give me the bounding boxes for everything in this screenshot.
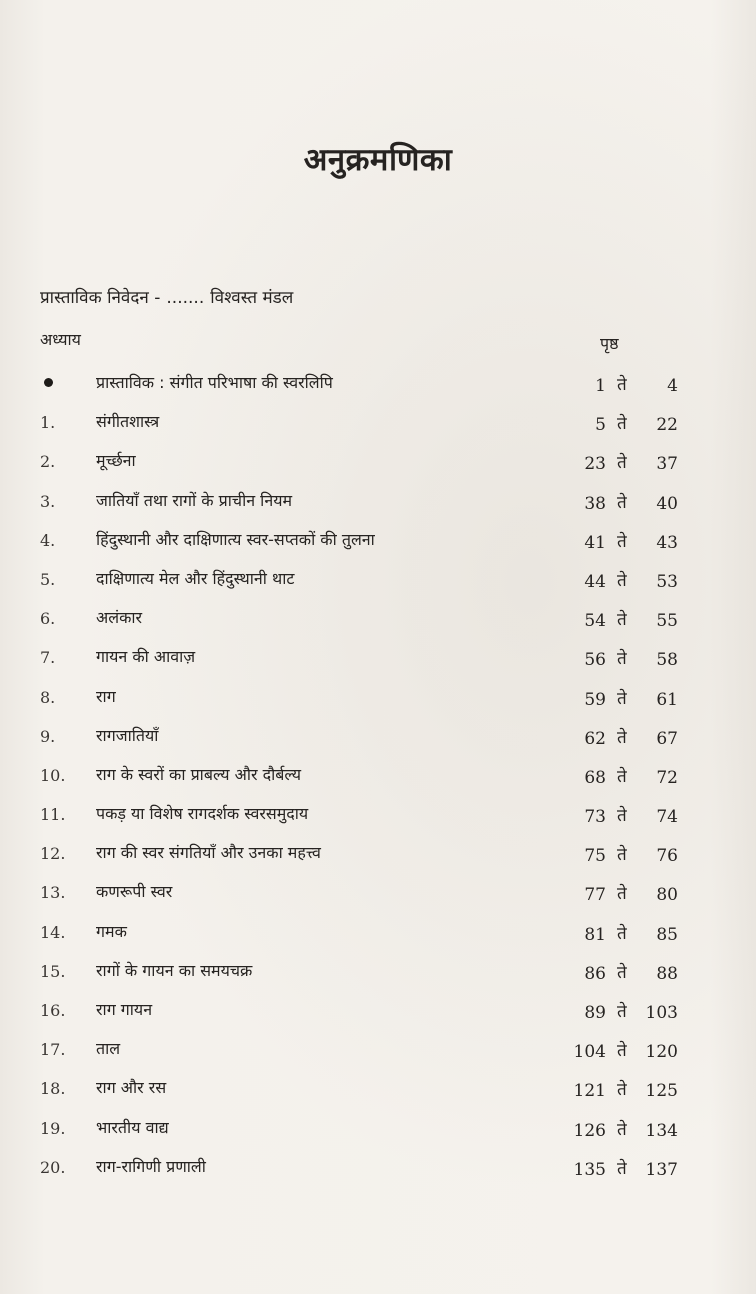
page-range-separator: ते [617,453,627,474]
page-end: 53 [656,571,678,592]
page-range-separator: ते [617,531,627,552]
toc-entry [0,995,756,1034]
page-end: 55 [656,611,678,632]
page-end: 85 [656,924,678,945]
page-end: 40 [656,493,678,514]
page-start: 5 [595,415,606,436]
page-end: 88 [656,963,678,984]
preface-label: प्रास्ताविक निवेदन - [40,288,161,308]
chapter-title: गमक [96,921,127,941]
chapter-number: 12. [40,844,66,864]
chapter-number: 14. [40,922,66,942]
toc-entry [0,956,756,995]
page-range-separator: ते [617,727,627,748]
page-end: 80 [656,885,678,906]
chapter-number: 6. [40,609,56,629]
chapter-number: 4. [40,530,56,550]
toc-entry [0,1113,756,1152]
page-range-separator: ते [617,375,627,395]
chapter-number: 18. [40,1079,66,1099]
page-start: 1 [595,376,606,396]
chapter-title: प्रास्ताविक : संगीत परिभाषा की स्वरलिपि [96,373,333,392]
page-start: 68 [584,767,606,788]
page-range-separator: ते [617,610,627,631]
page-start: 44 [584,571,606,592]
page-end: 103 [645,1003,678,1023]
chapter-title: पकड़ या विशेष रागदर्शक स्वरसमुदाय [96,804,309,824]
page-range-separator: ते [617,492,627,513]
chapter-title: मूर्च्छना [96,451,136,471]
toc-entry [0,721,756,760]
page-range-separator: ते [617,1119,627,1140]
chapter-title: रागों के गायन का समयचक्र [96,960,253,980]
page-start: 126 [573,1120,606,1141]
page-range-separator: ते [617,884,627,905]
chapter-title: जातियाँ तथा रागों के प्राचीन नियम [96,490,293,510]
page-range-separator: ते [617,1158,627,1179]
page-start: 54 [584,611,606,632]
page-start: 104 [573,1042,606,1063]
page-end: 72 [656,767,678,788]
chapter-number: 1. [40,413,56,433]
toc-entry [0,446,756,485]
page-end: 137 [645,1159,678,1180]
chapter-column-header: अध्याय [40,330,81,349]
toc-entry [0,603,756,642]
page-range-separator: ते [617,1041,627,1062]
toc-entry [0,682,756,721]
chapter-number: 3. [40,491,56,511]
page-start: 89 [584,1003,606,1023]
chapter-title: कणरूपी स्वर [96,882,173,902]
chapter-title: राग और रस [96,1078,167,1098]
page-range-separator: ते [617,649,627,670]
page-end: 67 [656,728,678,749]
page-end: 58 [656,650,678,671]
chapter-number: 10. [40,765,66,785]
chapter-title: ताल [96,1039,121,1059]
page-start: 73 [584,807,606,828]
toc-entry [0,525,756,564]
toc-entry [0,564,756,603]
toc-entry [0,642,756,681]
page-range-separator: ते [617,414,627,435]
chapter-number: 5. [40,569,56,589]
chapter-title: अलंकार [96,608,143,628]
page-end: 74 [656,807,678,828]
page-range-separator: ते [617,688,627,709]
chapter-title: राग के स्वरों का प्राबल्य और दौर्बल्य [96,764,301,784]
page-end: 37 [656,454,678,475]
chapter-number: 15. [40,961,66,981]
preface-dots: ....... [166,288,205,308]
page-start: 62 [584,728,606,749]
page-column-header: पृष्ठ [600,334,619,353]
toc-entry [0,1073,756,1112]
toc-entry [0,877,756,916]
page-start: 41 [584,532,606,553]
preface-line [40,285,293,308]
toc-entry [0,407,756,446]
chapter-title: राग [96,686,116,706]
page-start: 135 [573,1159,606,1180]
chapter-number: 20. [40,1157,66,1177]
toc-entry [0,917,756,956]
page-range-separator: ते [617,923,627,944]
page-range-separator: ते [617,845,627,866]
chapter-number: 19. [40,1118,66,1138]
page-end: 4 [667,376,678,396]
chapter-title: भारतीय वाद्य [96,1117,169,1137]
chapter-title: गायन की आवाज़ [96,647,196,667]
page-range-separator: ते [617,1002,627,1022]
chapter-number: 2. [40,452,56,472]
page-start: 56 [584,650,606,671]
page-end: 61 [656,689,678,710]
chapter-number: 13. [40,883,66,903]
page-start: 81 [584,924,606,945]
page-end: 134 [645,1120,678,1141]
chapter-title: राग-रागिणी प्रणाली [96,1156,206,1176]
page-end: 120 [645,1042,678,1063]
chapter-title: रागजातियाँ [96,725,159,745]
chapter-title: राग गायन [96,1000,153,1019]
toc-entry [0,1034,756,1073]
toc-entry [0,368,756,407]
page-range-separator: ते [617,766,627,787]
chapter-number: 8. [40,687,56,707]
toc-entry [0,486,756,525]
chapter-number: 17. [40,1040,66,1060]
page-start: 59 [584,689,606,710]
page-start: 77 [584,885,606,906]
chapter-number: 11. [40,805,66,825]
chapter-number: 16. [40,1001,66,1020]
chapter-title: संगीतशास्त्र [96,412,160,432]
toc-entry [0,1152,756,1191]
toc-entry [0,838,756,877]
page-end: 76 [656,846,678,867]
page-title: अनुक्रमणिका [303,142,453,178]
toc-entry [0,760,756,799]
page-range-separator: ते [617,1080,627,1101]
page-start: 121 [573,1081,606,1102]
bullet-icon [44,378,53,387]
chapter-number: 7. [40,648,56,668]
chapter-number: 9. [40,726,56,746]
page-end: 125 [645,1081,678,1102]
page-start: 75 [584,846,606,867]
page-end: 43 [656,532,678,553]
page-start: 38 [584,493,606,514]
preface-author: विश्वस्त मंडल [210,288,294,308]
chapter-title: हिंदुस्थानी और दाक्षिणात्य स्वर-सप्तकों की तुलना [96,529,375,549]
page-range-separator: ते [617,570,627,591]
page-start: 86 [584,963,606,984]
page-range-separator: ते [617,962,627,983]
chapter-title: दाक्षिणात्य मेल और हिंदुस्थानी थाट [96,568,295,588]
page-start: 23 [584,454,606,475]
page-end: 22 [656,415,678,436]
toc-entry [0,799,756,838]
page-range-separator: ते [617,806,627,827]
chapter-title: राग की स्वर संगतियाँ और उनका महत्त्व [96,843,321,863]
table-of-contents [0,368,756,1191]
